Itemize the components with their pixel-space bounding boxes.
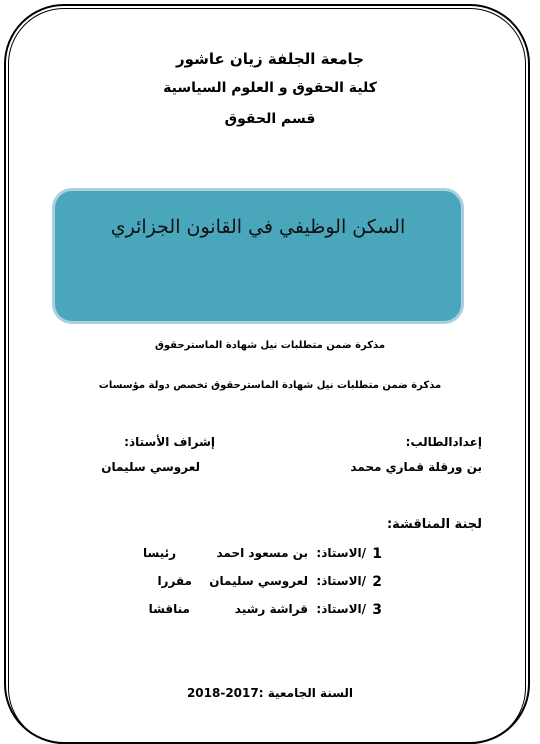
supervisor-label: إشراف الأستاذ: (124, 435, 215, 449)
member-name: لعروسي سليمان (209, 574, 308, 588)
member-prefix: /الاستاذ: (316, 602, 366, 616)
member-prefix: /الاستاذ: (316, 546, 366, 560)
member-role: مناقشا (148, 602, 190, 616)
thesis-note-1: مذكرة ضمن متطلبات نيل شهادة الماسترحقوق (154, 340, 386, 351)
member-number: 2 (372, 574, 382, 590)
member-prefix: /الاستاذ: (316, 574, 366, 588)
thesis-title: السكن الوظيفي في القانون الجزائري (110, 216, 406, 238)
member-role: مقررا (157, 574, 192, 588)
university-name: جامعة الجلفة زيان عاشور (176, 50, 364, 68)
title-box (52, 188, 464, 324)
supervisor-name: لعروسي سليمان (101, 460, 200, 474)
member-number: 3 (372, 602, 382, 618)
member-number: 1 (372, 546, 382, 562)
department-name: قسم الحقوق (224, 111, 316, 127)
member-name: بن مسعود احمد (216, 546, 308, 560)
faculty-name: كلية الحقوق و العلوم السياسية (163, 80, 377, 96)
committee-label: لجنة المناقشة: (386, 517, 482, 532)
student-label: إعدادالطالب: (405, 435, 482, 449)
thesis-note-2: مذكرة ضمن متطلبات نيل شهادة الماسترحقوق تخصص دولة مؤسسات (98, 380, 442, 391)
member-name: قراشة رشيد (234, 602, 308, 616)
member-role: رئيسا (142, 546, 176, 560)
student-name: بن ورقلة قماري محمد (350, 460, 482, 474)
academic-year: السنة الجامعية :2017-2018 (186, 686, 354, 700)
